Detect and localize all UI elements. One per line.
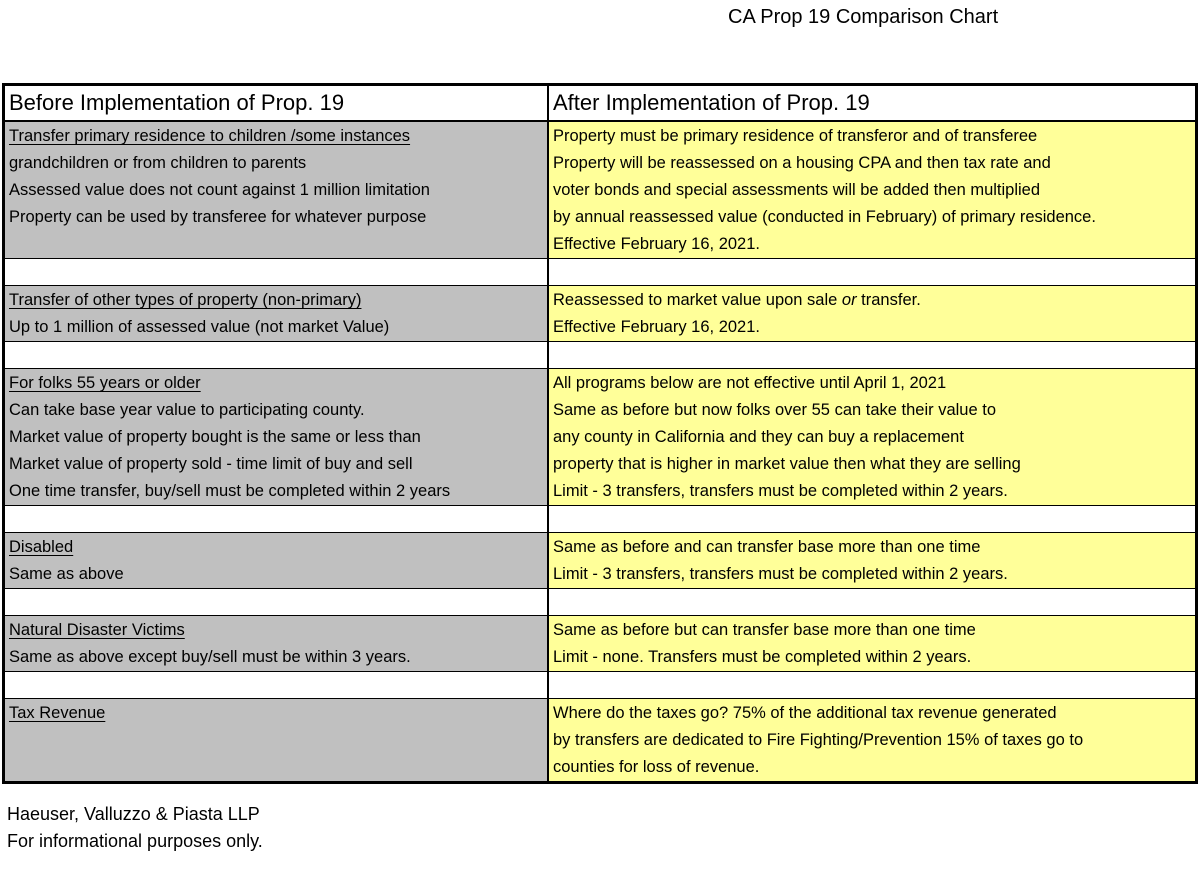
section-heading: Tax Revenue <box>9 704 106 722</box>
section-other-property <box>5 286 1195 342</box>
section-tax-revenue <box>5 699 1195 781</box>
table-header-row <box>5 86 1195 122</box>
before-cell <box>5 122 549 258</box>
after-cell <box>549 369 1195 505</box>
cell-line: by transfers are dedicated to Fire Fighting/Prevention 15% of taxes go to <box>553 731 1084 749</box>
before-cell <box>5 533 549 588</box>
after-cell <box>549 286 1195 341</box>
comparison-table <box>2 83 1198 784</box>
section-heading: For folks 55 years or older <box>9 374 201 392</box>
emphasis: or <box>841 291 857 309</box>
cell-line: Property will be reassessed on a housing CPA and then tax rate and <box>553 154 1051 172</box>
spacer-row <box>5 259 1195 286</box>
footer <box>7 801 263 855</box>
cell-line: Effective February 16, 2021. <box>553 318 760 336</box>
header-after: After Implementation of Prop. 19 <box>549 86 1195 120</box>
spacer-row <box>5 342 1195 369</box>
cell-line: One time transfer, buy/sell must be completed within 2 years <box>9 482 451 500</box>
cell-line: Same as before and can transfer base more than one time <box>553 538 981 556</box>
section-heading: Transfer primary residence to children /some instances <box>9 127 411 145</box>
cell-line: Market value of property sold - time limit of buy and sell <box>9 455 413 473</box>
cell-line: by annual reassessed value (conducted in February) of primary residence. <box>553 208 1096 226</box>
cell-line: any county in California and they can buy a replacement <box>553 428 964 446</box>
cell-line: Property must be primary residence of transferor and of transferee <box>553 127 1038 145</box>
spacer-row <box>5 506 1195 533</box>
cell-line: Where do the taxes go? 75% of the additional tax revenue generated <box>553 704 1057 722</box>
section-heading: Natural Disaster Victims <box>9 621 185 639</box>
cell-line: Limit - none. Transfers must be completed within 2 years. <box>553 648 972 666</box>
cell-line: Same as before but now folks over 55 can take their value to <box>553 401 997 419</box>
before-cell <box>5 286 549 341</box>
cell-line: Property can be used by transferee for whatever purpose <box>9 208 427 226</box>
cell-line: All programs below are not effective until April 1, 2021 <box>553 374 947 392</box>
section-natural-disaster <box>5 616 1195 672</box>
cell-line: Can take base year value to participating county. <box>9 401 365 419</box>
cell-line: grandchildren or from children to parents <box>9 154 307 172</box>
disclaimer: For informational purposes only. <box>7 831 263 851</box>
cell-line: Same as above <box>9 565 124 583</box>
spacer-row <box>5 672 1195 699</box>
cell-line: Market value of property bought is the same or less than <box>9 428 421 446</box>
firm-name: Haeuser, Valluzzo & Piasta LLP <box>7 804 260 824</box>
section-heading: Disabled <box>9 538 74 556</box>
before-cell <box>5 616 549 671</box>
before-cell <box>5 369 549 505</box>
cell-line: Limit - 3 transfers, transfers must be completed within 2 years. <box>553 565 1008 583</box>
section-disabled <box>5 533 1195 589</box>
cell-line: Same as before but can transfer base more than one time <box>553 621 976 639</box>
cell-line: counties for loss of revenue. <box>553 758 760 776</box>
after-cell <box>549 616 1195 671</box>
page-title: CA Prop 19 Comparison Chart <box>728 6 999 28</box>
header-before: Before Implementation of Prop. 19 <box>5 86 549 120</box>
cell-line: voter bonds and special assessments will be added then multiplied <box>553 181 1041 199</box>
cell-line: Assessed value does not count against 1 million limitation <box>9 181 430 199</box>
cell-line: Same as above except buy/sell must be within 3 years. <box>9 648 411 666</box>
spacer-row <box>5 589 1195 616</box>
after-cell <box>549 699 1195 781</box>
section-heading: Transfer of other types of property (non-primary) <box>9 291 362 309</box>
cell-line: Reassessed to market value upon sale or transfer. <box>553 291 921 309</box>
after-cell <box>549 122 1195 258</box>
before-cell <box>5 699 549 781</box>
cell-line: Limit - 3 transfers, transfers must be completed within 2 years. <box>553 482 1008 500</box>
cell-line: Up to 1 million of assessed value (not market Value) <box>9 318 390 336</box>
cell-line: property that is higher in market value then what they are selling <box>553 455 1021 473</box>
cell-line: Effective February 16, 2021. <box>553 235 760 253</box>
section-primary-residence <box>5 122 1195 259</box>
section-55-or-older <box>5 369 1195 506</box>
after-cell <box>549 533 1195 588</box>
